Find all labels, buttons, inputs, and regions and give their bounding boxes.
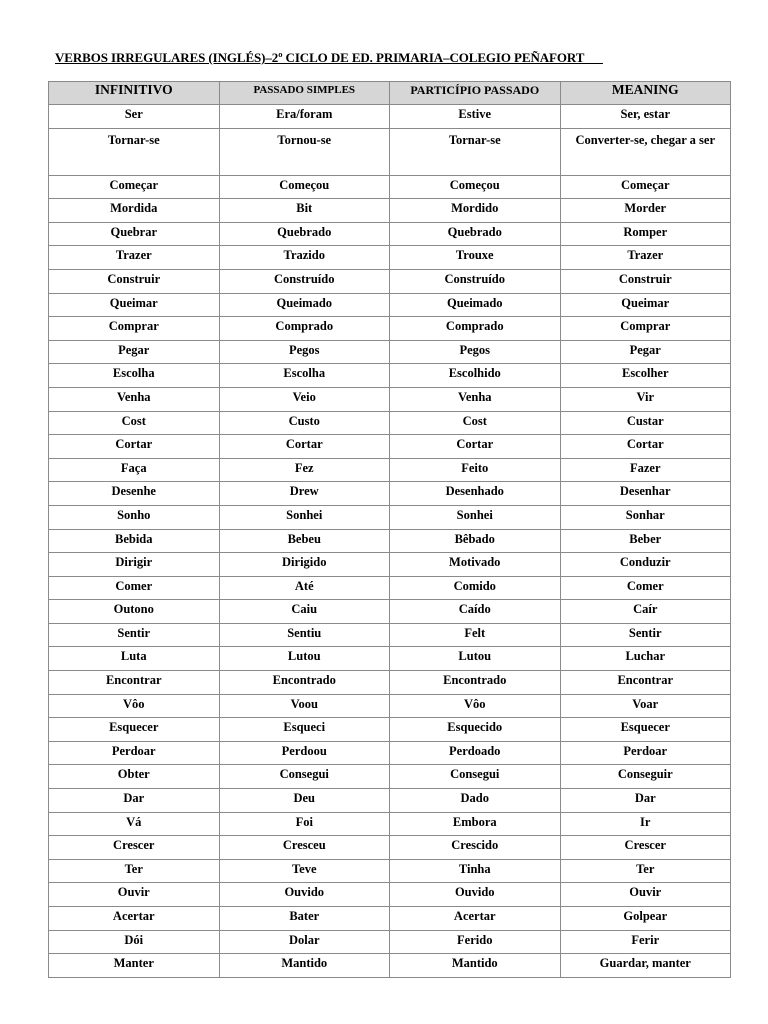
cell-passado-simples: Era/foram	[219, 105, 390, 129]
document-title: VERBOS IRREGULARES (INGLÉS)–2º CICLO DE ED. PRIMARIA–COLEGIO PEÑAFORT	[55, 50, 603, 65]
cell-participio-passado: Construído	[390, 269, 561, 293]
table-row	[49, 482, 731, 506]
cell-infinitivo: Sentir	[49, 623, 220, 647]
cell-infinitivo: Perdoar	[49, 741, 220, 765]
cell-infinitivo: Tornar-se	[49, 128, 220, 175]
cell-meaning: Ouvir	[560, 883, 731, 907]
cell-meaning: Conseguir	[560, 765, 731, 789]
cell-infinitivo: Comer	[49, 576, 220, 600]
cell-participio-passado: Perdoado	[390, 741, 561, 765]
table-row	[49, 199, 731, 223]
cell-infinitivo: Quebrar	[49, 222, 220, 246]
cell-meaning: Conduzir	[560, 553, 731, 577]
cell-meaning: Esquecer	[560, 718, 731, 742]
cell-participio-passado: Acertar	[390, 907, 561, 931]
cell-participio-passado: Venha	[390, 387, 561, 411]
cell-passado-simples: Consegui	[219, 765, 390, 789]
header-infinitivo: INFINITIVO	[49, 82, 220, 105]
cell-infinitivo: Ouvir	[49, 883, 220, 907]
cell-infinitivo: Encontrar	[49, 671, 220, 695]
cell-passado-simples: Encontrado	[219, 671, 390, 695]
cell-infinitivo: Ter	[49, 859, 220, 883]
cell-passado-simples: Bebeu	[219, 529, 390, 553]
header-passado-simples: PASSADO SIMPLES	[219, 82, 390, 105]
cell-passado-simples: Lutou	[219, 647, 390, 671]
cell-participio-passado: Cost	[390, 411, 561, 435]
cell-meaning: Ferir	[560, 930, 731, 954]
cell-passado-simples: Voou	[219, 694, 390, 718]
cell-passado-simples: Queimado	[219, 293, 390, 317]
cell-passado-simples: Perdoou	[219, 741, 390, 765]
table-row	[49, 812, 731, 836]
cell-meaning: Fazer	[560, 458, 731, 482]
table-row	[49, 694, 731, 718]
cell-meaning: Dar	[560, 789, 731, 813]
cell-infinitivo: Começar	[49, 175, 220, 199]
cell-infinitivo: Bebida	[49, 529, 220, 553]
cell-passado-simples: Drew	[219, 482, 390, 506]
cell-passado-simples: Bit	[219, 199, 390, 223]
cell-infinitivo: Mordida	[49, 199, 220, 223]
table-row	[49, 647, 731, 671]
cell-meaning: Comer	[560, 576, 731, 600]
cell-participio-passado: Começou	[390, 175, 561, 199]
table-row	[49, 718, 731, 742]
cell-meaning: Encontrar	[560, 671, 731, 695]
table-row	[49, 317, 731, 341]
header-participio-passado: PARTICÍPIO PASSADO	[390, 82, 561, 105]
cell-participio-passado: Mantido	[390, 954, 561, 978]
cell-meaning: Comprar	[560, 317, 731, 341]
cell-infinitivo: Esquecer	[49, 718, 220, 742]
table-row	[49, 387, 731, 411]
table-row	[49, 765, 731, 789]
cell-meaning: Morder	[560, 199, 731, 223]
cell-passado-simples: Sonhei	[219, 505, 390, 529]
verbs-table	[48, 81, 731, 978]
table-row	[49, 128, 731, 175]
table-row	[49, 435, 731, 459]
cell-participio-passado: Caído	[390, 600, 561, 624]
table-row	[49, 907, 731, 931]
cell-meaning: Voar	[560, 694, 731, 718]
cell-meaning: Romper	[560, 222, 731, 246]
table-row	[49, 741, 731, 765]
cell-participio-passado: Dado	[390, 789, 561, 813]
table-row	[49, 340, 731, 364]
cell-passado-simples: Teve	[219, 859, 390, 883]
cell-meaning: Guardar, manter	[560, 954, 731, 978]
cell-passado-simples: Trazido	[219, 246, 390, 270]
table-row	[49, 600, 731, 624]
table-row	[49, 505, 731, 529]
cell-infinitivo: Acertar	[49, 907, 220, 931]
cell-passado-simples: Ouvido	[219, 883, 390, 907]
cell-infinitivo: Manter	[49, 954, 220, 978]
cell-passado-simples: Comprado	[219, 317, 390, 341]
table-row	[49, 105, 731, 129]
cell-infinitivo: Dar	[49, 789, 220, 813]
cell-participio-passado: Comprado	[390, 317, 561, 341]
cell-passado-simples: Começou	[219, 175, 390, 199]
cell-meaning: Converter-se, chegar a ser	[560, 128, 731, 175]
cell-passado-simples: Dirigido	[219, 553, 390, 577]
cell-participio-passado: Trouxe	[390, 246, 561, 270]
table-row	[49, 954, 731, 978]
cell-meaning: Vir	[560, 387, 731, 411]
table-row	[49, 411, 731, 435]
cell-infinitivo: Obter	[49, 765, 220, 789]
table-row	[49, 623, 731, 647]
cell-infinitivo: Vá	[49, 812, 220, 836]
table-row	[49, 293, 731, 317]
cell-passado-simples: Construído	[219, 269, 390, 293]
cell-participio-passado: Feito	[390, 458, 561, 482]
cell-participio-passado: Encontrado	[390, 671, 561, 695]
cell-passado-simples: Bater	[219, 907, 390, 931]
cell-passado-simples: Até	[219, 576, 390, 600]
cell-meaning: Custar	[560, 411, 731, 435]
cell-meaning: Desenhar	[560, 482, 731, 506]
cell-meaning: Caír	[560, 600, 731, 624]
cell-infinitivo: Crescer	[49, 836, 220, 860]
cell-infinitivo: Cortar	[49, 435, 220, 459]
cell-meaning: Pegar	[560, 340, 731, 364]
cell-participio-passado: Vôo	[390, 694, 561, 718]
cell-passado-simples: Pegos	[219, 340, 390, 364]
cell-infinitivo: Vôo	[49, 694, 220, 718]
cell-passado-simples: Escolha	[219, 364, 390, 388]
cell-infinitivo: Dirigir	[49, 553, 220, 577]
cell-passado-simples: Mantido	[219, 954, 390, 978]
cell-participio-passado: Tornar-se	[390, 128, 561, 175]
cell-meaning: Queimar	[560, 293, 731, 317]
cell-participio-passado: Escolhido	[390, 364, 561, 388]
cell-meaning: Sonhar	[560, 505, 731, 529]
table-row	[49, 529, 731, 553]
table-row	[49, 930, 731, 954]
cell-participio-passado: Esquecido	[390, 718, 561, 742]
table-row	[49, 222, 731, 246]
cell-meaning: Beber	[560, 529, 731, 553]
cell-infinitivo: Faça	[49, 458, 220, 482]
cell-infinitivo: Trazer	[49, 246, 220, 270]
cell-participio-passado: Queimado	[390, 293, 561, 317]
cell-passado-simples: Deu	[219, 789, 390, 813]
cell-passado-simples: Fez	[219, 458, 390, 482]
cell-participio-passado: Comido	[390, 576, 561, 600]
table-body	[49, 105, 731, 978]
cell-infinitivo: Pegar	[49, 340, 220, 364]
cell-participio-passado: Consegui	[390, 765, 561, 789]
cell-participio-passado: Ouvido	[390, 883, 561, 907]
cell-infinitivo: Cost	[49, 411, 220, 435]
table-row	[49, 175, 731, 199]
cell-participio-passado: Mordido	[390, 199, 561, 223]
cell-passado-simples: Esqueci	[219, 718, 390, 742]
cell-infinitivo: Escolha	[49, 364, 220, 388]
cell-participio-passado: Estive	[390, 105, 561, 129]
table-row	[49, 269, 731, 293]
cell-infinitivo: Ser	[49, 105, 220, 129]
cell-meaning: Cortar	[560, 435, 731, 459]
table-row	[49, 553, 731, 577]
cell-passado-simples: Custo	[219, 411, 390, 435]
cell-participio-passado: Bêbado	[390, 529, 561, 553]
cell-participio-passado: Felt	[390, 623, 561, 647]
cell-meaning: Luchar	[560, 647, 731, 671]
cell-infinitivo: Desenhe	[49, 482, 220, 506]
cell-participio-passado: Quebrado	[390, 222, 561, 246]
cell-passado-simples: Foi	[219, 812, 390, 836]
table-row	[49, 576, 731, 600]
cell-participio-passado: Lutou	[390, 647, 561, 671]
cell-meaning: Crescer	[560, 836, 731, 860]
cell-meaning: Ter	[560, 859, 731, 883]
table-header-row	[49, 82, 731, 105]
cell-participio-passado: Crescido	[390, 836, 561, 860]
cell-infinitivo: Construir	[49, 269, 220, 293]
cell-passado-simples: Caiu	[219, 600, 390, 624]
cell-meaning: Golpear	[560, 907, 731, 931]
cell-meaning: Trazer	[560, 246, 731, 270]
table-row	[49, 246, 731, 270]
cell-meaning: Sentir	[560, 623, 731, 647]
cell-infinitivo: Comprar	[49, 317, 220, 341]
cell-participio-passado: Pegos	[390, 340, 561, 364]
cell-infinitivo: Venha	[49, 387, 220, 411]
cell-infinitivo: Outono	[49, 600, 220, 624]
cell-passado-simples: Dolar	[219, 930, 390, 954]
cell-passado-simples: Tornou-se	[219, 128, 390, 175]
cell-passado-simples: Quebrado	[219, 222, 390, 246]
table-row	[49, 671, 731, 695]
cell-passado-simples: Veio	[219, 387, 390, 411]
table-row	[49, 883, 731, 907]
cell-participio-passado: Motivado	[390, 553, 561, 577]
header-meaning: MEANING	[560, 82, 731, 105]
cell-meaning: Ir	[560, 812, 731, 836]
cell-infinitivo: Dói	[49, 930, 220, 954]
table-row	[49, 458, 731, 482]
cell-infinitivo: Queimar	[49, 293, 220, 317]
cell-passado-simples: Cresceu	[219, 836, 390, 860]
table-row	[49, 859, 731, 883]
cell-meaning: Perdoar	[560, 741, 731, 765]
cell-passado-simples: Cortar	[219, 435, 390, 459]
table-row	[49, 836, 731, 860]
cell-participio-passado: Desenhado	[390, 482, 561, 506]
table-row	[49, 364, 731, 388]
cell-infinitivo: Luta	[49, 647, 220, 671]
cell-meaning: Começar	[560, 175, 731, 199]
cell-meaning: Escolher	[560, 364, 731, 388]
cell-participio-passado: Tinha	[390, 859, 561, 883]
cell-infinitivo: Sonho	[49, 505, 220, 529]
table-row	[49, 789, 731, 813]
cell-participio-passado: Cortar	[390, 435, 561, 459]
cell-meaning: Construir	[560, 269, 731, 293]
cell-meaning: Ser, estar	[560, 105, 731, 129]
cell-passado-simples: Sentiu	[219, 623, 390, 647]
cell-participio-passado: Embora	[390, 812, 561, 836]
cell-participio-passado: Sonhei	[390, 505, 561, 529]
cell-participio-passado: Ferido	[390, 930, 561, 954]
